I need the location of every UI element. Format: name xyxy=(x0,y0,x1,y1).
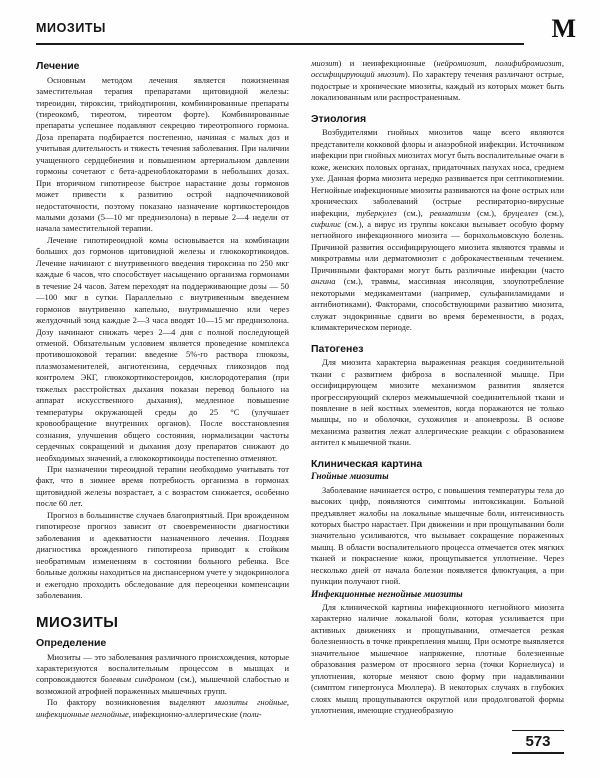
etiology-term-rheumatism: ревматизм xyxy=(429,207,471,218)
heading-clinical-picture: Клиническая картина xyxy=(311,457,423,470)
continuation-term-noninfectious-list: нейромиозит, полифибромиозит, оссифицирующий миозит xyxy=(311,58,564,80)
heading-pathogenesis: Патогенез xyxy=(311,342,364,355)
etiology-text-f: (см.), травмы, массивная инсоляция, злоупотребление некоторыми медикаментами (например, сульфаниламидами и антибиотиками). Факторами, способствующими развитию миозита, служат эндокринные сдвиги во время беременности, в родах, климактерическом периоде. xyxy=(311,276,564,333)
definition2-term-nonpurulent: инфекционные негнойные xyxy=(36,708,129,719)
definition2-text-a: По фактору возникновения выделяют xyxy=(47,697,215,708)
continuation-term-polymyositis: миозит xyxy=(311,58,339,68)
section-letter: М xyxy=(551,14,576,43)
definition-text-a: Миозиты — это заболевания различного происхождения, которые характеризуются воспалительным процессом в мышцах и сопровождаются xyxy=(36,651,289,685)
etiology-term-brucellosis: бруцеллез xyxy=(503,207,538,218)
running-head-title: МИОЗИТЫ xyxy=(36,21,107,35)
etiology-term-syphilis: сифилис xyxy=(311,219,342,230)
paragraph-etiology-1 xyxy=(311,127,564,333)
definition2-text-b: , xyxy=(286,697,290,708)
article-title-myositis: МИОЗИТЫ xyxy=(36,614,119,632)
left-column xyxy=(36,58,289,718)
etiology-text-d: (см.), xyxy=(537,207,564,218)
paragraph-definition-2 xyxy=(36,697,289,720)
running-head xyxy=(36,14,576,52)
body-columns xyxy=(36,58,564,718)
etiology-text-e: (см.), а вирус из группы коксаки вызывает особую форму негнойного инфекционного миозита — борнхольмовскую болезнь. Причиной развития оссифицирующего миозита являются травмы и микротравмы или дерматомиозит с доброкачественным течением. Причинными факторами могут быть различные инфекции (часто xyxy=(311,219,564,275)
definition2-text-c: , инфекционно-аллергические ( xyxy=(128,708,243,719)
continuation-text-b: ). По характеру течения различают острые, подострые и хронические миозиты, каждый из которых может быть локализованным или распространенным. xyxy=(311,69,564,103)
etiology-term-tuberculosis: туберкулез xyxy=(356,207,397,218)
continuation-text-a: ) и неинфекционные ( xyxy=(338,58,437,68)
paragraph-clinical-2: Для клинической картины инфекционного негнойного миозита характерно наличие локальной боли, которая усиливается при активных движениях и прощупывании, отмечается резкая болезненность в точке прикрепления мышц. При осмотре выявляется значительное мышечное напряжение, плотные болезненные образования размером от просяного зерна (точки Корнелиуса) и уплотнения, которые меняют свою форму при надавливании (симптом гипертонуса Мюллера). В некоторых случаях в глубоких слоях мышц прощупываются округлой или продолговатой формы уплотнения, имеющие студнеобразную xyxy=(311,602,564,716)
etiology-term-angina: ангина xyxy=(311,276,336,287)
definition-term-pain-syndrome: болевым синдромом xyxy=(100,674,175,685)
paragraph-definition-1 xyxy=(36,652,289,698)
heading-treatment: Лечение xyxy=(36,60,80,72)
etiology-text-b: (см.), xyxy=(396,207,430,218)
definition2-term-poly: поли- xyxy=(242,708,262,719)
etiology-text-a: Возбудителями гнойных миозитов чаще всего являются представители кокковой флоры и анаэробной инфекции. Источником инфекции при гнойных миозитах могут быть воспалительные очаги в коже, женских половых органах, придаточных пазухах носа, среднем ухе. Данная форма миозита нередко развивается при септикопиемии. Негнойные инфекционные миозиты развиваются на фоне острых или хронических заболеваний (острые респираторно-вирусные инфекции, xyxy=(311,127,564,218)
page-number: 573 xyxy=(525,733,551,751)
paragraph-treatment-2: Лечение гипотиреоидной комы основывается на комбинации больших доз гормонов щитовидной железы и глюкокортикоидов. Лечение начинают с внутривенного введения тироксина по 250 мкг каждые 6 часов, что способствует насыщению организма гормонами в течение 24 часов. Затем переходят на поддерживающие дозы — 50—100 мкг в сутки. Параллельно с внутривенным введением гормонов внутривенно капельно, внутримышечно или через желудочный зонд каждые 2—3 часа вводят 10—15 мг преднизолона. Дозу начинают снижать через 2—4 дня с полной последующей отменой. Обязательным условием является проведение комплекса противошоковой терапии: введение 5%-го раствора глюкозы, плазмозаменителей, ангиотензина, сердечных гликозидов под контролем ЭКГ, глюкокортикостероидов, кислородотерапия (при тяжелых расстройствах дыхания показан перевод больного на аппарат искусственного дыхания), медленное повышение температуры окружающей среды до 25 °С (улучшает кровообращение внутренних органов). После восстановления сознания, улучшения общего состояния, нормализации частоты сердечных сокращений и дыхания дозу препаратов снижают до необходимых значений, а глюкокортикоиды постепенно отменяют. xyxy=(36,234,289,463)
etiology-text-c: (см.), xyxy=(470,207,504,218)
paragraph-clinical-1: Заболевание начинается остро, с повышения температуры тела до высоких цифр, появляются симптомы интоксикации. Больной предъявляет жалобы на локальные мышечные боли, интенсивность которых быстро нарастает. При движении и при прощупывании боли значительно усиливаются, что вызывает сокращение пораженных мышц. В области воспалительного процесса отмечается отек мягких тканей и покраснение кожи, прощупывается уплотнение. Через несколько дней от начала болезни появляется флюктуация, а при пункции получают гной. xyxy=(311,484,564,587)
paragraph-continuation xyxy=(311,58,564,104)
subheading-purulent-myositis: Гнойные миозиты xyxy=(311,472,389,483)
definition-text-b: (см.), мышечной слабостью и возможной атрофией пораженных мышечных групп. xyxy=(36,674,289,696)
heading-definition: Определение xyxy=(36,636,107,649)
paragraph-pathogenesis-1: Для миозита характерна выраженная реакция соединительной ткани с развитием фиброза в воспаленной мышце. При оссифицирующем миозите механизмом развития является прогрессирующий склероз межмышечной соединительной ткани и появление в ней костных элементов, когда поражаются не только мышцы, но и оболочки, сухожилия и апоневрозы. В основе механизма развития лежат аллергические реакции с образованием антител к мышечной ткани. xyxy=(311,357,564,448)
subheading-infectious-nonpurulent-myositis: Инфекционные негнойные миозиты xyxy=(311,589,463,600)
paragraph-treatment-4: Прогноз в большинстве случаев благоприятный. При врожденном гипотиреозе прогноз зависит от своевременности диагностики заболевания и адекватности назначенного лечения. Поздняя диагностика врожденного гипотиреоза приводит к стойким необратимым изменениям в состоянии больного ребенка. Все больные должны находиться на диспансерном учете у эндокринолога и ежегодно проходить обследование для переоценки компенсации заболевания. xyxy=(36,509,289,600)
right-column xyxy=(311,58,564,718)
folio xyxy=(512,730,564,754)
heading-etiology: Этиология xyxy=(311,112,367,125)
paragraph-treatment-3: При назначении тиреоидной терапии необходимо учитывать тот факт, что в зимнее время потребность организма в гормонах щитовидной железы возрастает, а с возрастом снижается, особенно после 60 лет. xyxy=(36,464,289,509)
definition2-term-purulent: миозиты гнойные xyxy=(214,697,287,708)
paragraph-treatment-1: Основным методом лечения является пожизненная заместительная терапия препаратами щитовидной железы: тиреоидин, тироксин, трийодтиронин, комбинированные препараты (тиреокомб, тиреотом, тиреотом форте). Комбинированные препараты успешнее подавляют секрецию тиреотропного гормона. Доза препарата подбирается постепенно, начиная с малых доз и учитывая длительность и тяжесть течения заболевания. При наличии учащенного сердцебиения и повышенном артериальном давлении гормоны сочетают с бета-адреноблокаторами в небольших дозах. При вторичном гипотиреозе быстрое нарастание дозы гормонов может привести к развитию острой надпочечниковой недостаточности, поэтому показано назначение кортикостероидов малыми дозами (5—10 мг преднизолона) в первые 2—4 недели от начала заместительной терапии. xyxy=(36,74,289,234)
folio-rule-bottom xyxy=(512,752,564,754)
running-head-rule xyxy=(36,43,524,45)
